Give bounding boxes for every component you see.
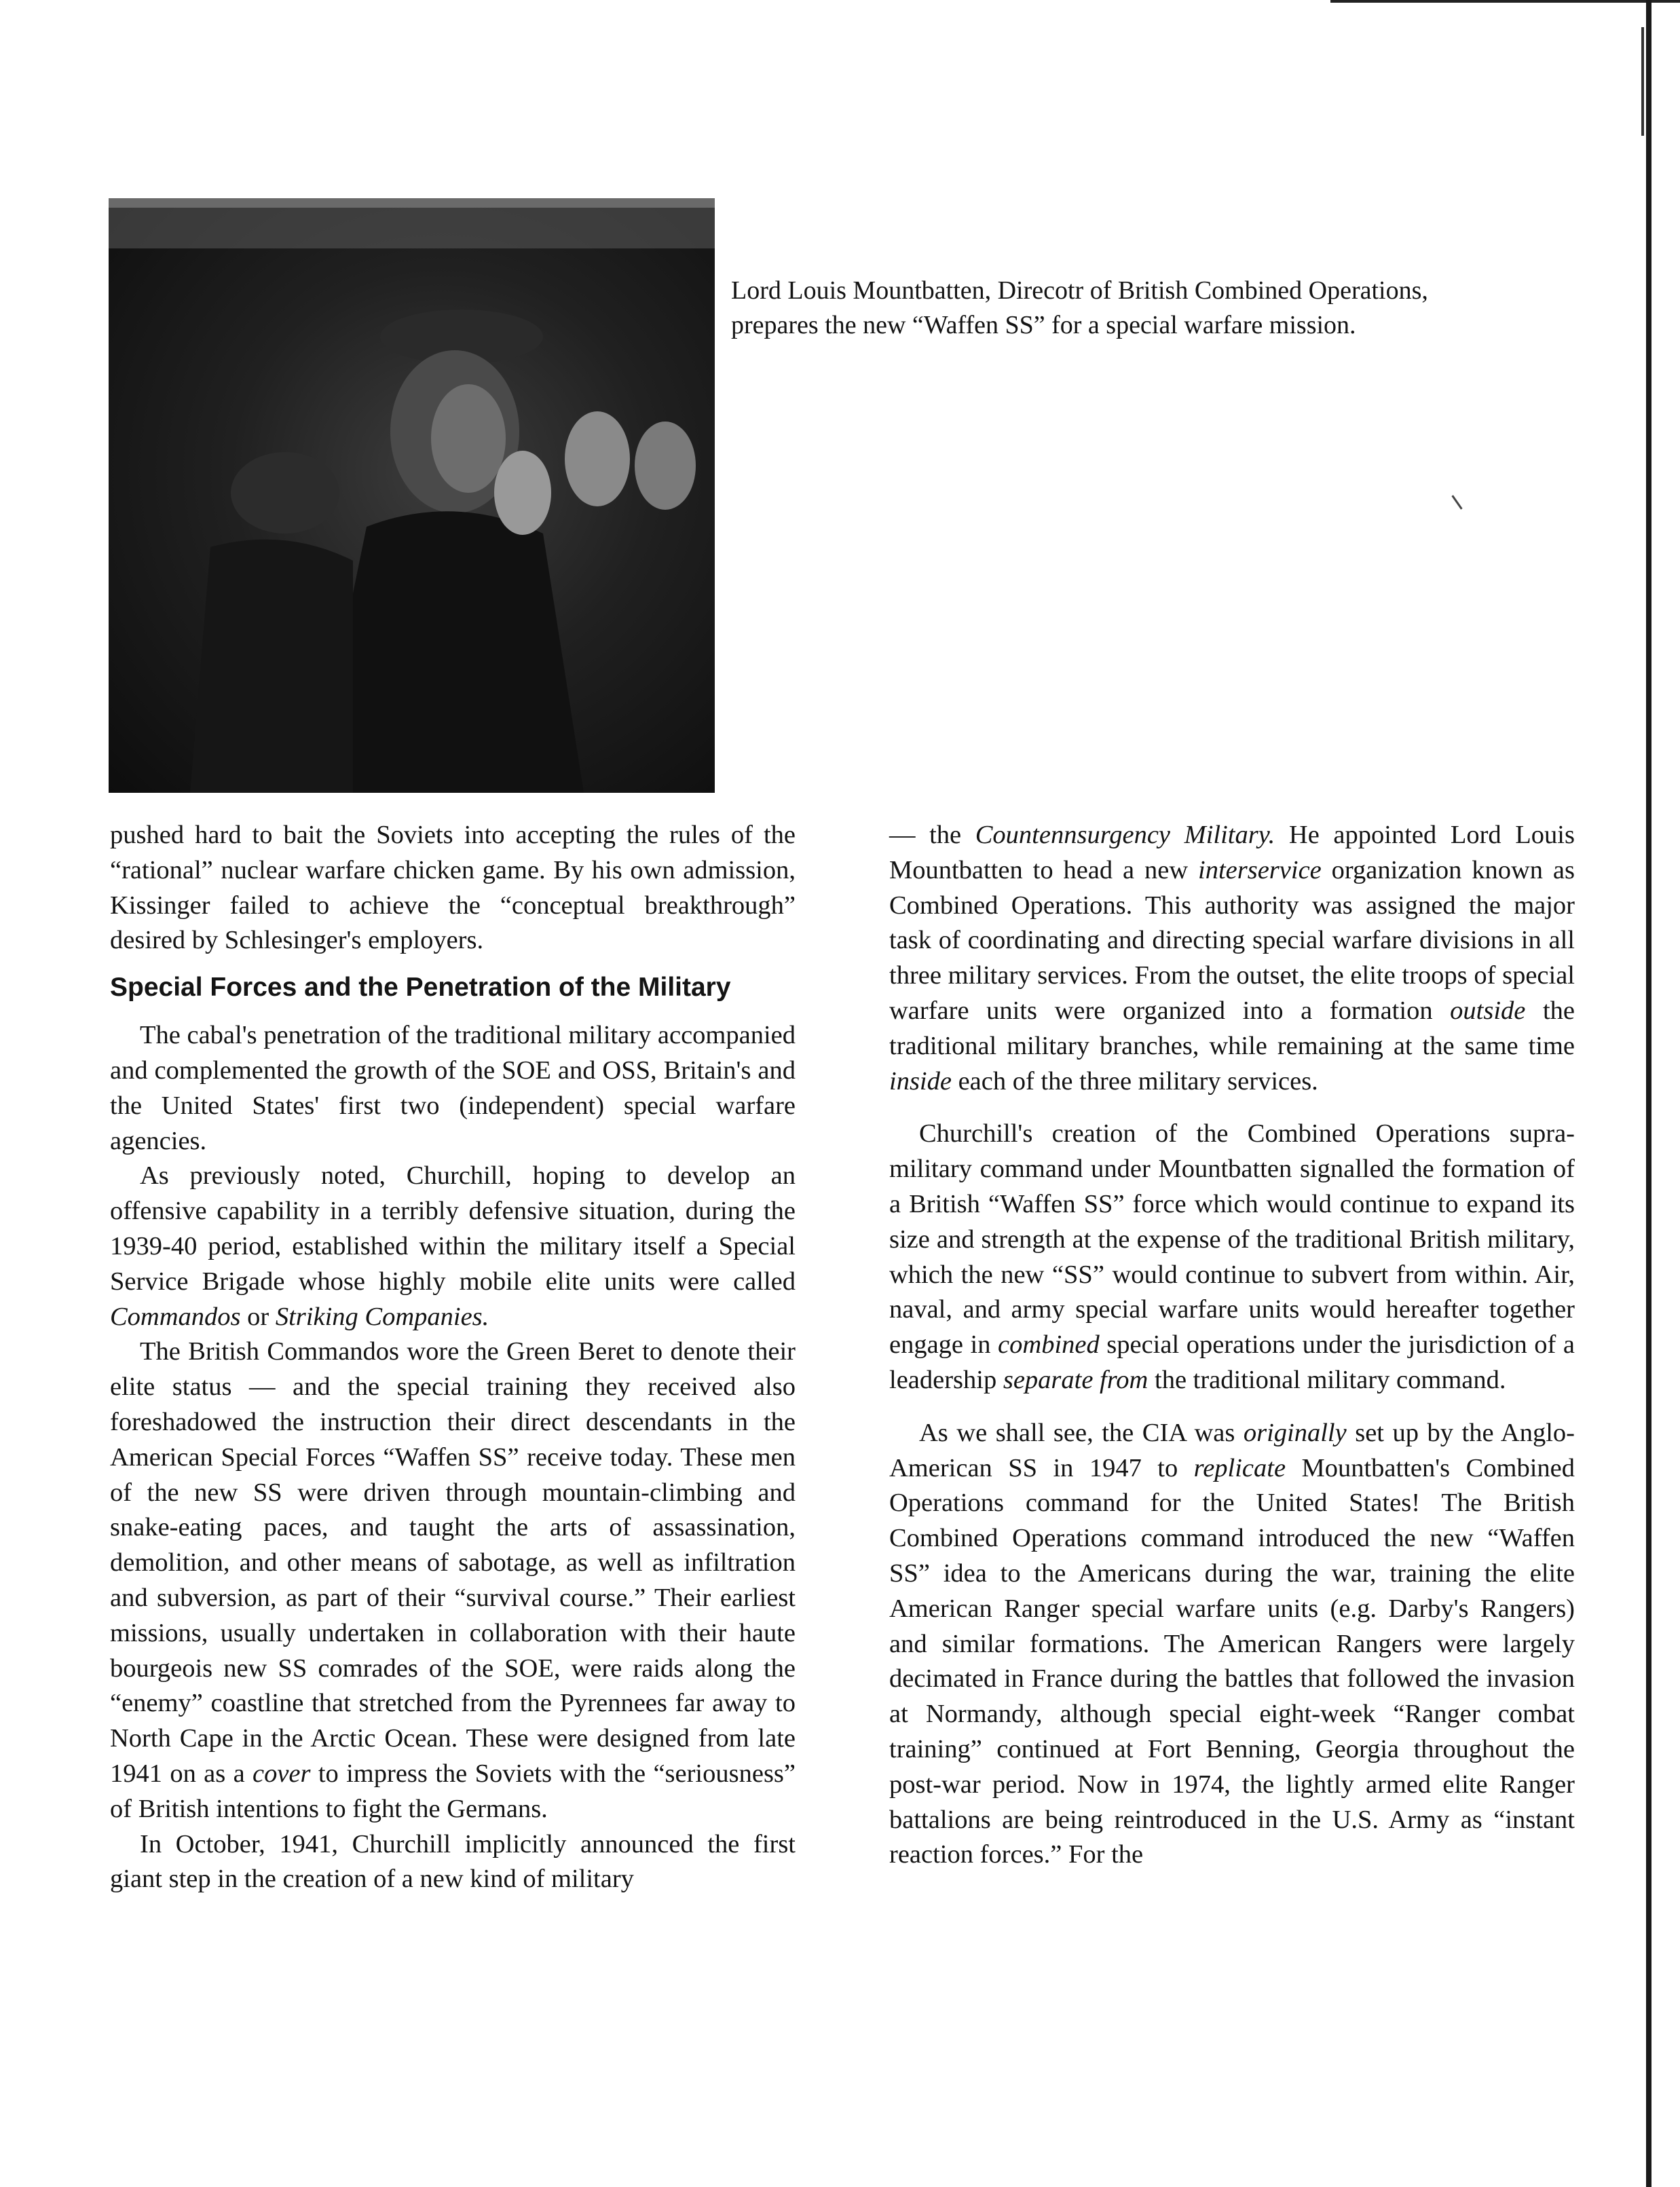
text-run: — the (889, 821, 975, 849)
italic-run: inside (889, 1066, 952, 1096)
left-paragraph-2: The cabal's penetration of the traditional military accompanied and complemented the growth of the SOE and OSS, Britain's and the United States' first two (independent) special warfare agencies. (110, 1021, 796, 1155)
right-paragraph-3 (889, 1416, 1575, 1873)
italic-run: Striking Companies. (275, 1302, 489, 1331)
section-heading: Special Forces and the Penetration of the Military (110, 973, 731, 1003)
left-paragraph-5: In October, 1941, Churchill implicitly announced the first giant step in the creation of a new kind of military (110, 1829, 796, 1894)
left-paragraph-3 (110, 1159, 796, 1334)
left-paragraph-1: pushed hard to bait the Soviets into accepting the rules of the “rational” nuclear warfare chicken game. By his own admission, Kissinger failed to achieve the “conceptual breakthrough” desired by Schlesinger's employers. (110, 821, 796, 955)
italic-run: Commandos (110, 1302, 241, 1331)
caption-line-2: prepares the new “Waffen SS” for a special warfare mission. (731, 311, 1356, 339)
text-run: the traditional military command. (1148, 1365, 1506, 1394)
right-paragraph-1 (889, 818, 1575, 1099)
text-run: organization known as Combined Operations. This authority was assigned the major task of coordinating and directing special warfare divisions in all three military services. From the outset, the elite troops of special warfare units were organized into a formation (889, 855, 1575, 1025)
left-column (110, 818, 796, 1897)
italic-run: outside (1450, 996, 1526, 1025)
italic-run: interservice (1198, 855, 1322, 884)
text-run: Mountbatten's Combined Operations command for the United States! The British Combined Operations command introduced the new “Waffen SS” idea to the Americans during the war, training the elite American Ranger special warfare units (e.g. Darby's Rangers) and similar formations. The American Rangers were largely decimated in France during the battles that followed the invasion at Normandy, although special eight-week “Ranger combat training” continued at Fort Benning, Georgia throughout the post-war period. Now in 1974, the lightly armed elite Ranger battalions are being reintroduced in the U.S. Army as “instant reaction forces.” For the (889, 1453, 1575, 1869)
text-run: special operations under the jurisdiction of a leadership (889, 1330, 1575, 1394)
italic-run: separate from (1003, 1365, 1149, 1394)
right-paragraph-2 (889, 1117, 1575, 1398)
photo-caption (731, 274, 1559, 343)
stray-mark (1451, 495, 1462, 509)
text-run: set up by the Anglo-American SS in 1947 to (889, 1418, 1575, 1482)
text-run: the traditional military branches, while remaining at the same time (889, 996, 1575, 1060)
text-run: Churchill's creation of the Combined Operations supra-military command under Mountbatten signalled the formation of a British “Waffen SS” force which would continue to expand its size and strength at the expense of the traditional British military, which the new “SS” would continue to subvert from within. Air, naval, and army special warfare units would hereafter together engage in (889, 1119, 1575, 1360)
page-edge-mark (1641, 27, 1644, 136)
italic-run: originally (1243, 1418, 1347, 1447)
italic-run: replicate (1193, 1453, 1286, 1482)
top-edge-rule (1330, 0, 1680, 3)
text-run: or (240, 1302, 276, 1331)
text-run: As previously noted, Churchill, hoping to develop an offensive capability in a terribly defensive situation, during the 1939-40 period, established within the military itself a Special Service Brigade whose highly mobile elite units were called (110, 1161, 796, 1296)
page-binding-edge (1646, 0, 1651, 2187)
text-run: As we shall see, the CIA was (919, 1418, 1244, 1447)
left-paragraph-4 (110, 1334, 796, 1827)
italic-run: cover (253, 1759, 311, 1788)
italic-run: combined (998, 1330, 1100, 1360)
text-run: He appointed Lord Louis Mountbatten to head a new (889, 821, 1575, 884)
mountbatten-photo (109, 198, 715, 793)
photo-figures (109, 208, 715, 793)
caption-line-1: Lord Louis Mountbatten, Direcotr of British Combined Operations, (731, 276, 1428, 305)
italic-run: Countennsurgency Military. (975, 821, 1275, 849)
text-run: each of the three military services. (951, 1066, 1318, 1096)
right-column (889, 818, 1575, 1873)
text-run: The British Commandos wore the Green Beret to denote their elite status — and the special training they received also foreshadowed the instruction their direct descendants in the American Special Forces “Waffen SS” receive today. These men of the new SS were driven through mountain-climbing and snake-eating paces, and taught the arts of assassination, demolition, and other means of sabotage, as well as infiltration and subversion, as part of their “survival course.” Their earliest missions, usually undertaken in collaboration with their haute bourgeois new SS comrades of the SOE, were raids along the “enemy” coastline that stretched from the Pyrennees far away to North Cape in the Arctic Ocean. These were designed from late 1941 on as a (110, 1337, 796, 1788)
text-run: to impress the Soviets with the “seriousness” of British intentions to fight the Germans. (110, 1759, 796, 1823)
